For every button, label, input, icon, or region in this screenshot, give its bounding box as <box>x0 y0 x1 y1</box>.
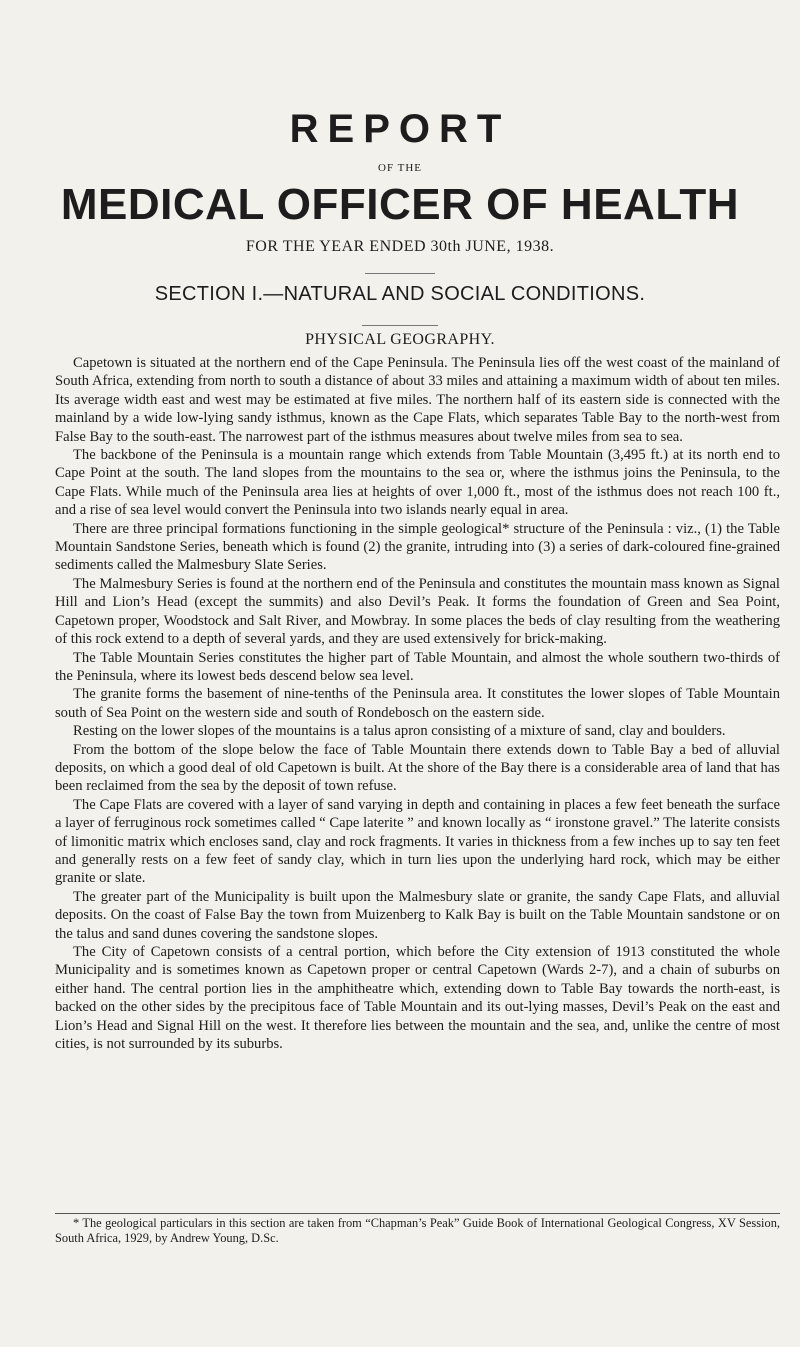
year-line: FOR THE YEAR ENDED 30th JUNE, 1938. <box>245 238 555 255</box>
footnote: * The geological particulars in this section are taken from “Chapman’s Peak” Guide Book of International Geological Congress, XV Session, South Africa, 1929, by Andrew Young, D.Sc. <box>55 1216 780 1245</box>
paragraph: Resting on the lower slopes of the mountains is a talus apron consisting of a mixture of sand, clay and boulders. <box>73 723 726 740</box>
paragraph: Capetown is situated at the northern end of the Cape Peninsula. The Peninsula lies off the west coast of the mainland of South Africa, extending from north to south a distance of about 33 miles and attaining a maximum width of about ten miles. Its average width east and west may be estimated at five miles. The northern half of its eastern side is connected with the mainland by a wide low-lying sandy isthmus, known as the Cape Flats, which separates Table Bay to the north-west from False Bay to the south-east. The narrowest part of the isthmus measures about twelve miles from sea to sea. <box>55 355 780 445</box>
report-subtitle: MEDICAL OFFICER OF HEALTH <box>60 180 740 229</box>
section-subheading: PHYSICAL GEOGRAPHY. <box>305 331 495 348</box>
paragraph: The greater part of the Municipality is built upon the Malmesbury slate or granite, the sandy Cape Flats, and alluvial deposits. On the coast of False Bay the town from Muizenberg to Kalk Bay is built on the Table Mountain sandstone or on the talus and sand dunes covering the sandstone slopes. <box>55 888 780 942</box>
divider-rule <box>365 273 435 274</box>
paragraph: The Malmesbury Series is found at the northern end of the Peninsula and constitutes the mountain mass known as Signal Hill and Lion’s Head (except the summits) and also Devil’s Peak. It forms the foundation of Green and Sea Point, Capetown proper, Woodstock and Salt River, and Mowbray. In some places the beds of clay resulting from the weathering of this rock extend to a depth of several yards, and they are used extensively for brick-making. <box>55 575 780 648</box>
footnote-rule <box>55 1213 780 1214</box>
paragraph: The granite forms the basement of nine-tenths of the Peninsula area. It constitutes the lower slopes of Table Mountain south of Sea Point on the western side and south of Rondebosch on the eastern side. <box>55 686 780 721</box>
paragraph: The City of Capetown consists of a central portion, which before the City extension of 1913 constituted the whole Municipality and is sometimes known as Capetown proper or central Capetown (Wards 2-7), and a chain of suburbs on either hand. The central portion lies in the amphitheatre which, extending down to Table Bay towards the north-east, is backed on the other sides by the precipitous face of Table Mountain and its out-lying masses, Devil’s Peak on the east and Lion’s Head and Signal Hill on the west. It therefore lies between the mountain and the sea, and, unlike the centre of most cities, is not surrounded by its suburbs. <box>55 944 780 1053</box>
paragraph: From the bottom of the slope below the face of Table Mountain there extends down to Table Bay a bed of alluvial deposits, on which a good deal of old Capetown is built. At the shore of the Bay there is a considerable area of land that has been reclaimed from the sea by the deposit of town refuse. <box>55 741 780 795</box>
body-text <box>55 354 780 1053</box>
divider-rule <box>362 325 438 326</box>
report-title: REPORT <box>289 107 511 151</box>
paragraph: The Cape Flats are covered with a layer of sand varying in depth and containing in places a few feet beneath the surface a layer of ferruginous rock sometimes called “ Cape laterite ” and known locally as “ ironstone gravel.” The laterite consists of limonitic matrix which encloses sand, clay and rock fragments. It varies in thickness from a few inches up to say ten feet and generally rests on a few feet of sandy clay, which in turn lies upon the underlying hard rock, which may be either granite or slate. <box>55 796 780 887</box>
section-title: SECTION I.—NATURAL AND SOCIAL CONDITIONS. <box>154 283 646 305</box>
of-the-line: OF THE <box>378 162 422 174</box>
paragraph: The Table Mountain Series constitutes the higher part of Table Mountain, and almost the whole southern two-thirds of the Peninsula, where its lowest beds descend below sea level. <box>55 649 780 684</box>
paragraph: There are three principal formations functioning in the simple geological* structure of the Peninsula : viz., (1) the Table Mountain Sandstone Series, beneath which is found (2) the granite, intruding into (3) a series of dark-coloured fine-grained sediments called the Malmesbury Slate Series. <box>55 520 780 574</box>
paragraph: The backbone of the Peninsula is a mountain range which extends from Table Mountain (3,495 ft.) at its north end to Cape Point at the south. The land slopes from the mountains to the sea or, where the isthmus joins the Peninsula, to the Cape Flats. While much of the Peninsula area lies at heights of over 1,000 ft., most of the isthmus does not reach 100 ft., and a rise of sea level would convert the Peninsula into two islands nearly equal in area. <box>55 447 780 519</box>
